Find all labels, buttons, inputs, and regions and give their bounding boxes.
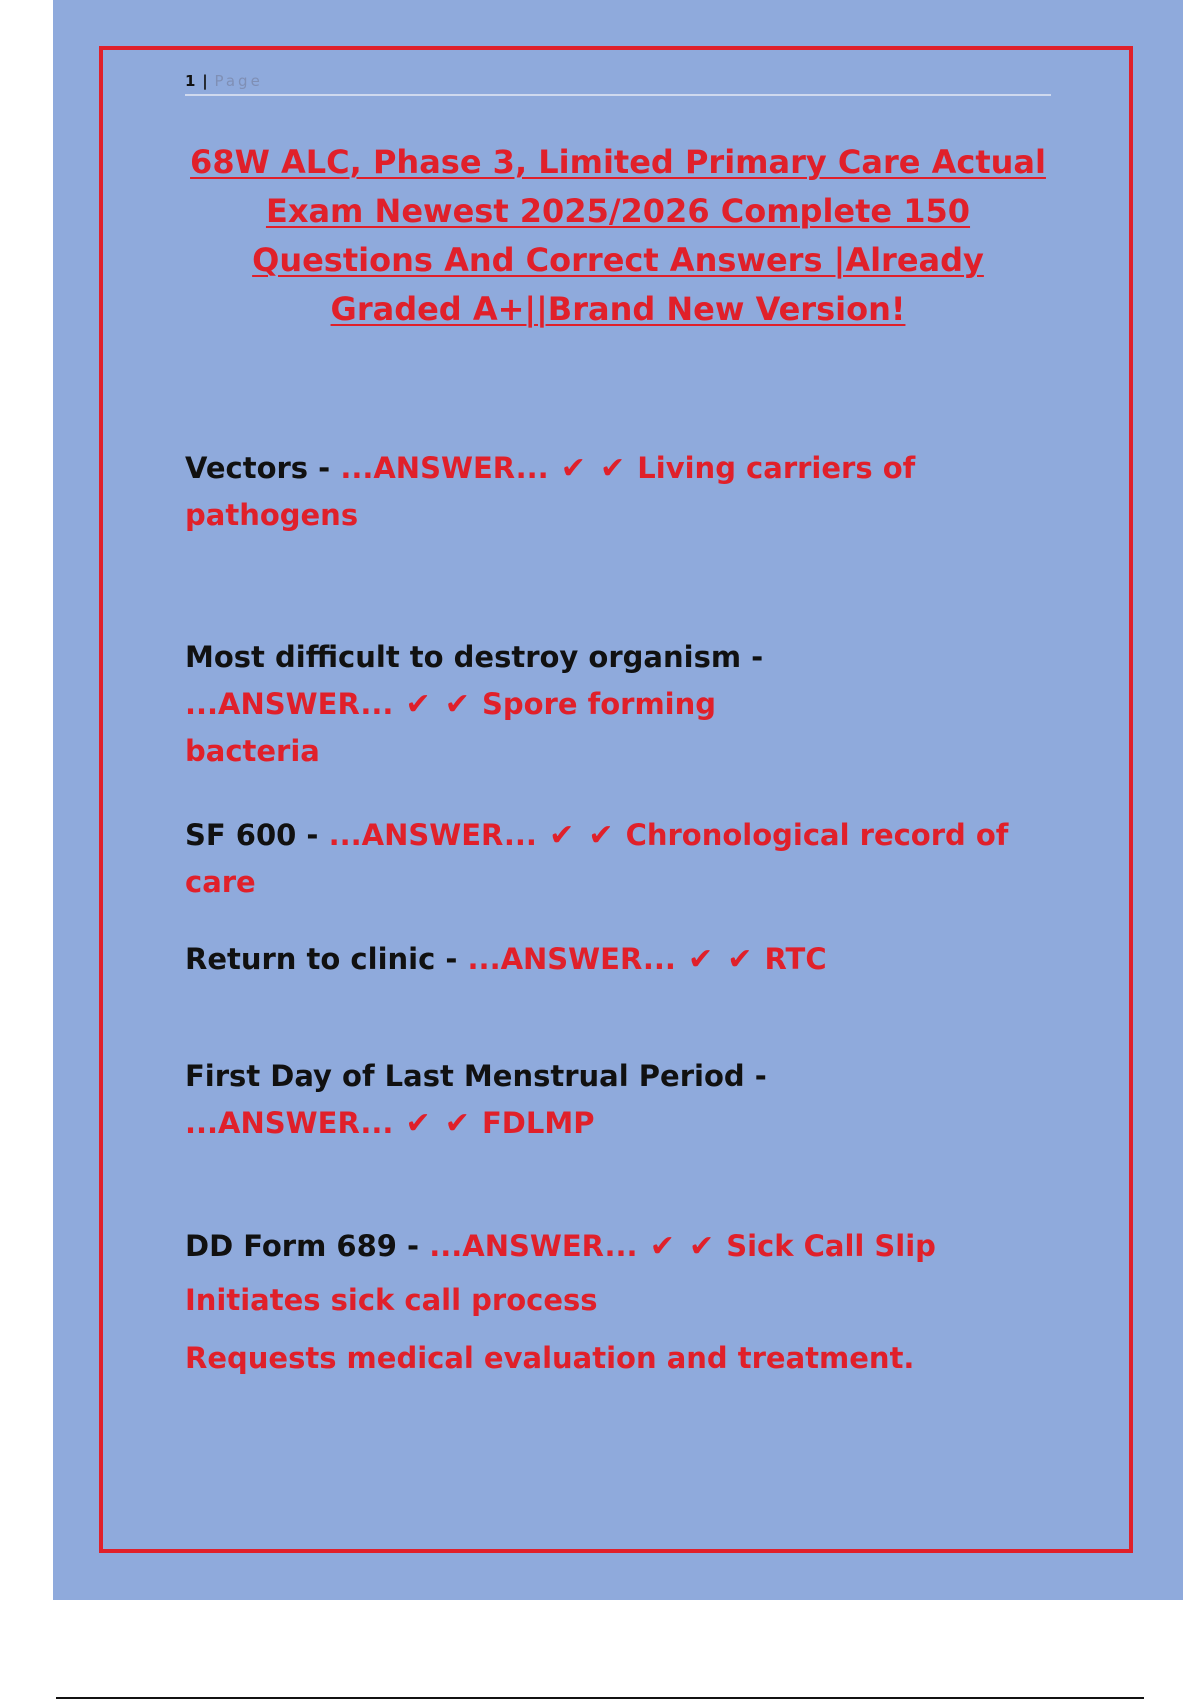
qa-item-dd-form-689 <box>185 1223 1065 1386</box>
answer-text: FDLMP <box>481 1106 595 1140</box>
page-label: Page <box>214 72 263 90</box>
check-icon: ✔ <box>444 1106 470 1141</box>
answer-marker: ...ANSWER... <box>340 451 549 485</box>
qa-item-vectors <box>185 445 1065 539</box>
answer-extra-line: Requests medical evaluation and treatment. <box>185 1341 915 1375</box>
answer-marker: ...ANSWER... <box>185 687 394 721</box>
answer-marker: ...ANSWER... <box>328 818 537 852</box>
page-number-separator: | <box>202 72 208 90</box>
qa-item-return-to-clinic <box>185 936 1065 983</box>
question-text: DD Form 689 - <box>185 1229 420 1263</box>
question-text: Vectors - <box>185 451 331 485</box>
check-icon: ✔ <box>405 1106 431 1141</box>
answer-text: Chronological record of care <box>185 818 1009 899</box>
document-page <box>53 0 1183 1600</box>
answer-text: Living carriers of pathogens <box>185 451 916 532</box>
footer-divider <box>56 1697 1144 1699</box>
qa-item-organism <box>185 634 785 775</box>
answer-text: RTC <box>764 942 827 976</box>
answer-marker: ...ANSWER... <box>467 942 676 976</box>
page-number: 1 <box>185 72 196 90</box>
answer-text: Spore forming bacteria <box>185 687 717 768</box>
qa-item-fdlmp <box>185 1053 825 1147</box>
check-icon: ✔ <box>405 687 431 722</box>
answer-extra-line: Initiates sick call process <box>185 1283 598 1317</box>
answer-marker: ...ANSWER... <box>429 1229 638 1263</box>
check-icon: ✔ <box>560 451 586 486</box>
check-icon: ✔ <box>600 451 626 486</box>
question-text: First Day of Last Menstrual Period - <box>185 1059 767 1093</box>
answer-marker: ...ANSWER... <box>185 1106 394 1140</box>
document-title: 68W ALC, Phase 3, Limited Primary Care Actual Exam Newest 2025/2026 Complete 150 Questions And Correct Answers |Already Graded A+||Brand New Version! <box>190 143 1046 328</box>
qa-item-sf600 <box>185 812 1065 906</box>
question-text: Return to clinic - <box>185 942 458 976</box>
check-icon: ✔ <box>688 1229 715 1264</box>
check-icon: ✔ <box>727 942 753 977</box>
question-text: SF 600 - <box>185 818 319 852</box>
check-icon: ✔ <box>588 818 614 853</box>
question-text: Most difficult to destroy organism - <box>185 640 764 674</box>
check-icon: ✔ <box>688 942 714 977</box>
answer-text: Sick Call Slip <box>726 1229 936 1263</box>
page-header <box>185 70 1051 96</box>
check-icon: ✔ <box>549 818 575 853</box>
check-icon: ✔ <box>649 1229 675 1264</box>
check-icon: ✔ <box>444 687 470 722</box>
